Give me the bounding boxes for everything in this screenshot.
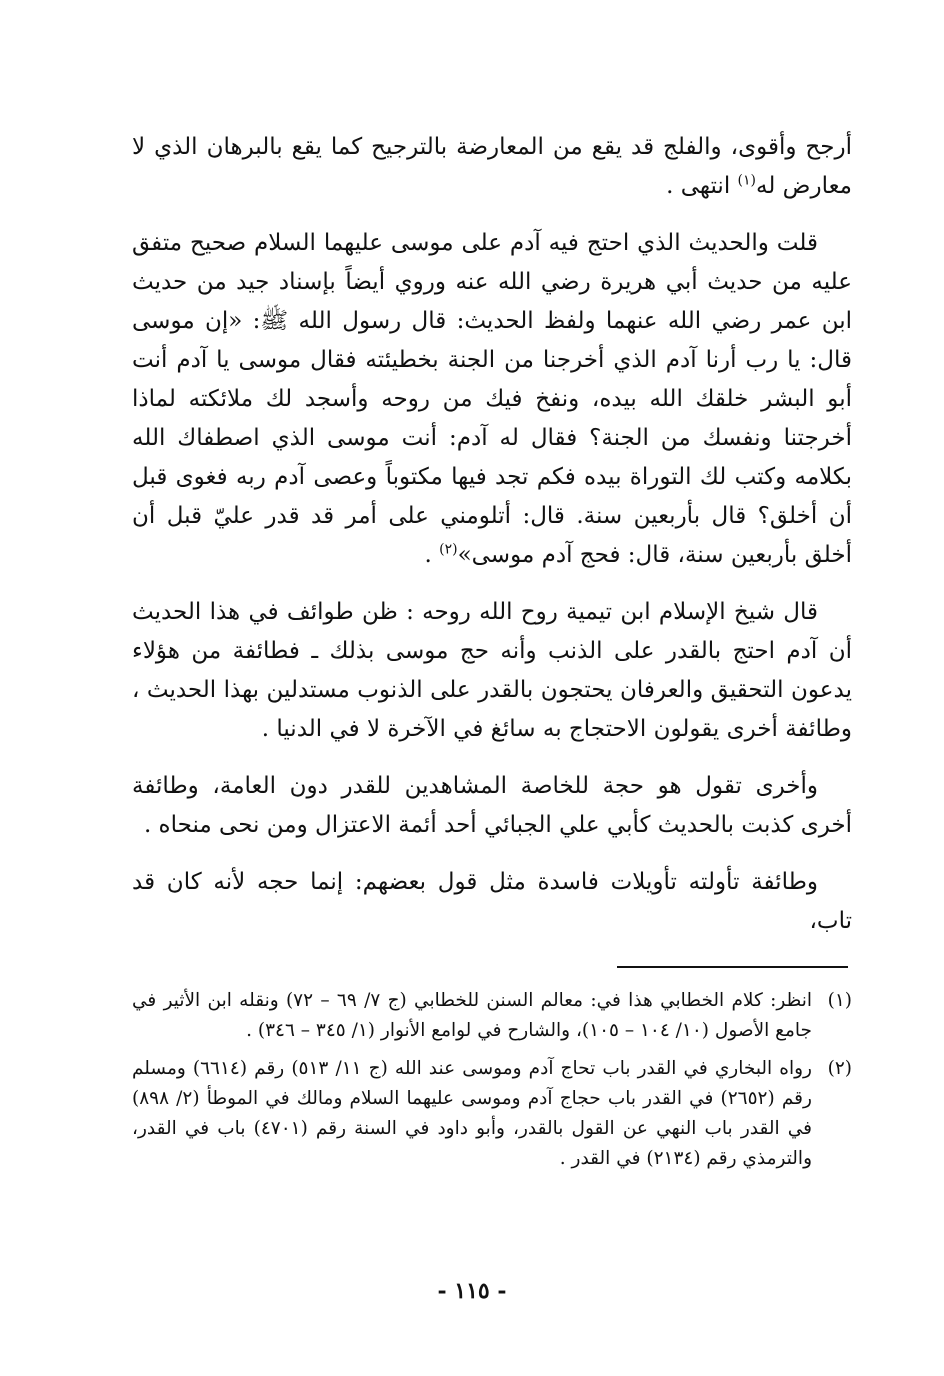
footnote-1-text: انظر: كلام الخطابي هذا في: معالم السنن للخطابي (ج ٧/ ٦٩ – ٧٢) ونقله ابن الأثير في جامع الأصول (١٠/ ١٠٤ – ١٠٥)، والشارح في لوامع الأنوار (١/ ٣٤٥ – ٣٤٦) . bbox=[132, 990, 812, 1041]
footnote-1 bbox=[132, 986, 852, 1046]
paragraph-5: وطائفة تأولته تأويلات فاسدة مثل قول بعضهم: إنما حجه لأنه كان قد تاب، bbox=[132, 869, 852, 934]
footnotes bbox=[132, 986, 852, 1182]
footnote-2-number: (٢) bbox=[827, 1058, 852, 1079]
main-text bbox=[132, 128, 852, 959]
footnote-2 bbox=[132, 1054, 852, 1174]
paragraph-1-end: انتهى . bbox=[666, 173, 738, 199]
footnote-separator bbox=[617, 966, 848, 968]
paragraph-2 bbox=[132, 224, 852, 575]
page-number: - ١١٥ - bbox=[437, 1278, 507, 1304]
paragraph-2-text: قلت والحديث الذي احتج فيه آدم على موسى عليهما السلام صحيح متفق عليه من حديث أبي هريرة رضي الله عنه وروي أيضاً بإسناد جيد من حديث ابن عمر رضي الله عنهما ولفظ الحديث: قال رسول الله ﷺ: «إن موسى قال: يا رب أرنا آدم الذي أخرجنا من الجنة بخطيئته فقال موسى يا آدم أنت أبو البشر خلقك الله بيده، ونفخ فيك من روحه وأسجد لك ملائكته لماذا أخرجتنا ونفسك من الجنة؟ فقال له آدم: أنت موسى الذي اصطفاك الله بكلامه وكتب لك التوراة بيده فكم تجد فيها مكتوباً وعصى آدم ربه فغوى قبل أن أخلق؟ قال بأربعين سنة. قال: أتلومني على أمر قد قدر عليّ قبل أن أخلق بأربعين سنة، قال: فحج آدم موسى» bbox=[132, 230, 852, 568]
paragraph-2-end: . bbox=[424, 542, 440, 568]
footnote-1-number: (١) bbox=[827, 990, 852, 1011]
paragraph-1-text: أرجح وأقوى، والفلج قد يقع من المعارضة بالترجيح كما يقع بالبرهان الذي لا معارض له bbox=[132, 134, 852, 199]
paragraph-3: قال شيخ الإسلام ابن تيمية روح الله روحه : ظن طوائف في هذا الحديث أن آدم احتج بالقدر على الذنب وأنه حج موسى بذلك ـ فطائفة من هؤلاء يدعون التحقيق والعرفان يحتجون بالقدر على الذنوب مستدلين بهذا الحديث ، وطائفة أخرى يقولون الاحتجاج به سائغ في الآخرة لا في الدنيا . bbox=[132, 599, 852, 742]
footnote-2-text: رواه البخاري في القدر باب تحاج آدم وموسى عند الله (ج ١١/ ٥١٣) رقم (٦٦١٤) ومسلم رقم (٢٦٥٢) في القدر باب حجاج آدم وموسى عليهما السلام ومالك في الموطأ (٢/ ٨٩٨) في القدر باب النهي عن القول بالقدر، وأبو داود في السنة رقم (٤٧٠١) باب في القدر، والترمذي رقم (٢١٣٤) في القدر . bbox=[132, 1058, 813, 1169]
paragraph-4: وأخرى تقول هو حجة للخاصة المشاهدين للقدر دون العامة، وطائفة أخرى كذبت بالحديث كأبي علي الجبائي أحد أئمة الاعتزال ومن نحى منحاه . bbox=[132, 773, 852, 838]
footnote-ref-1: (١) bbox=[737, 172, 756, 189]
footnote-ref-2: (٢) bbox=[439, 541, 458, 558]
paragraph-1 bbox=[132, 128, 852, 206]
